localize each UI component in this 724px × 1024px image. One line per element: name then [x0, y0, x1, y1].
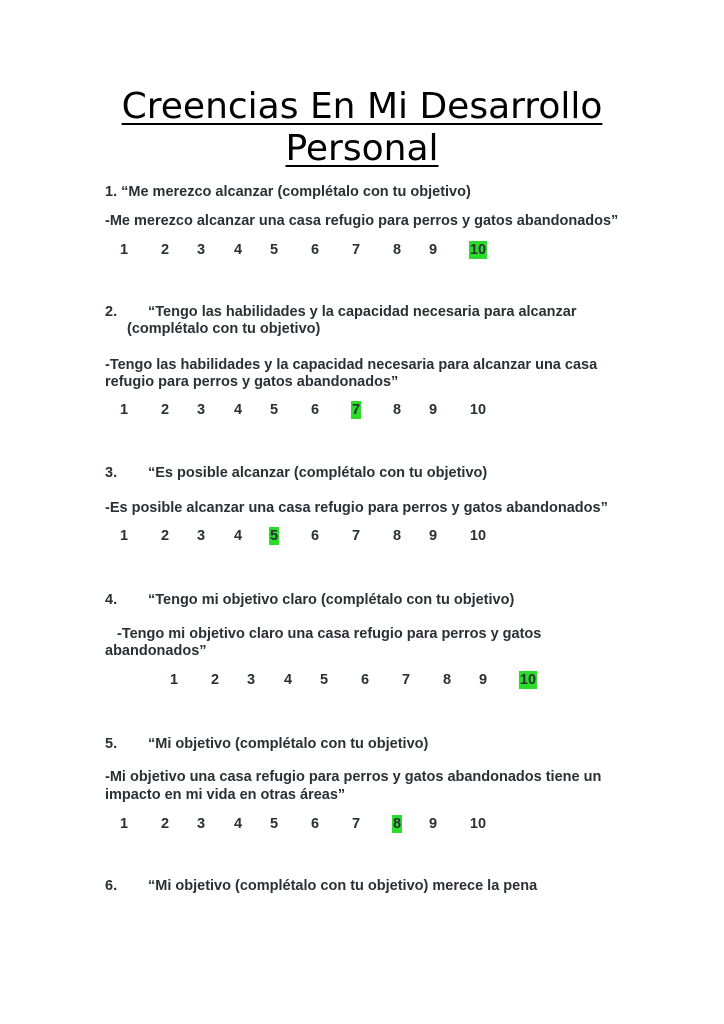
rating-option-6: 6 — [310, 816, 320, 832]
rating-option-7: 7 — [351, 528, 361, 544]
item-4-number: 4. — [105, 592, 118, 608]
rating-scale — [0, 241, 600, 259]
rating-option-4: 4 — [233, 242, 243, 258]
rating-option-8: 8 — [392, 528, 402, 544]
item-2-answer-line-1: -Tengo las habilidades y la capacidad necesaria para alcanzar una casa — [105, 357, 598, 373]
rating-option-1: 1 — [119, 402, 129, 418]
item-6-question: “Mi objetivo (complétalo con tu objetivo) merece la pena — [148, 878, 538, 894]
rating-scale — [0, 815, 600, 833]
rating-option-9: 9 — [428, 816, 438, 832]
rating-option-4: 4 — [283, 672, 293, 688]
rating-option-2: 2 — [160, 242, 170, 258]
rating-option-7: 7 — [351, 242, 361, 258]
item-6-number: 6. — [105, 878, 118, 894]
item-5-question: “Mi objetivo (complétalo con tu objetivo) — [148, 736, 429, 752]
rating-option-2: 2 — [210, 672, 220, 688]
rating-option-10: 10 — [469, 816, 487, 832]
item-2-question-line-2: (complétalo con tu objetivo) — [127, 321, 321, 337]
rating-option-9: 9 — [428, 402, 438, 418]
rating-scale — [0, 401, 600, 419]
rating-option-10-selected: 10 — [519, 672, 537, 688]
rating-option-1: 1 — [119, 242, 129, 258]
rating-option-8: 8 — [392, 242, 402, 258]
rating-option-10: 10 — [469, 402, 487, 418]
rating-option-9: 9 — [428, 528, 438, 544]
rating-option-6: 6 — [310, 528, 320, 544]
item-4-answer-line-2: abandonados” — [105, 643, 207, 659]
rating-option-10: 10 — [469, 528, 487, 544]
rating-option-3: 3 — [246, 672, 256, 688]
item-2-answer-line-2: refugio para perros y gatos abandonados” — [105, 374, 399, 390]
rating-option-10-selected: 10 — [469, 242, 487, 258]
rating-option-3: 3 — [196, 402, 206, 418]
rating-option-6: 6 — [360, 672, 370, 688]
item-5-answer-line-2: impacto en mi vida en otras áreas” — [105, 787, 346, 803]
item-2-question-line-1: “Tengo las habilidades y la capacidad necesaria para alcanzar — [148, 304, 577, 320]
rating-scale — [0, 671, 600, 689]
rating-option-2: 2 — [160, 816, 170, 832]
rating-option-5: 5 — [269, 816, 279, 832]
rating-option-1: 1 — [119, 816, 129, 832]
rating-option-6: 6 — [310, 242, 320, 258]
rating-option-5: 5 — [319, 672, 329, 688]
rating-option-4: 4 — [233, 402, 243, 418]
rating-option-8: 8 — [442, 672, 452, 688]
rating-option-2: 2 — [160, 402, 170, 418]
rating-scale — [0, 527, 600, 545]
item-4-question: “Tengo mi objetivo claro (complétalo con tu objetivo) — [148, 592, 515, 608]
page-title-continued: Personal — [285, 128, 439, 169]
item-2-number: 2. — [105, 304, 118, 320]
rating-option-7-selected: 7 — [351, 402, 361, 418]
rating-option-5: 5 — [269, 242, 279, 258]
item-1-number: 1. — [105, 184, 118, 200]
rating-option-3: 3 — [196, 528, 206, 544]
item-3-number: 3. — [105, 465, 118, 481]
item-5-answer-line-1: -Mi objetivo una casa refugio para perros y gatos abandonados tiene un — [105, 769, 602, 785]
rating-option-3: 3 — [196, 816, 206, 832]
rating-option-1: 1 — [119, 528, 129, 544]
rating-option-9: 9 — [428, 242, 438, 258]
rating-option-7: 7 — [401, 672, 411, 688]
rating-option-7: 7 — [351, 816, 361, 832]
item-1-answer: -Me merezco alcanzar una casa refugio para perros y gatos abandonados” — [105, 213, 619, 229]
item-3-answer: -Es posible alcanzar una casa refugio para perros y gatos abandonados” — [105, 500, 608, 516]
rating-option-2: 2 — [160, 528, 170, 544]
item-1-question — [105, 183, 471, 201]
rating-option-8-selected: 8 — [392, 816, 402, 832]
page-title: Creencias En Mi Desarrollo — [121, 86, 603, 127]
rating-option-9: 9 — [478, 672, 488, 688]
rating-option-8: 8 — [392, 402, 402, 418]
item-5-number: 5. — [105, 736, 118, 752]
rating-option-1: 1 — [169, 672, 179, 688]
rating-option-4: 4 — [233, 528, 243, 544]
rating-option-6: 6 — [310, 402, 320, 418]
item-4-answer-line-1: -Tengo mi objetivo claro una casa refugio para perros y gatos — [117, 626, 542, 642]
item-3-question: “Es posible alcanzar (complétalo con tu objetivo) — [148, 465, 488, 481]
item-1-question-text: “Me merezco alcanzar (complétalo con tu objetivo) — [121, 184, 471, 200]
rating-option-5-selected: 5 — [269, 528, 279, 544]
rating-option-3: 3 — [196, 242, 206, 258]
rating-option-5: 5 — [269, 402, 279, 418]
rating-option-4: 4 — [233, 816, 243, 832]
